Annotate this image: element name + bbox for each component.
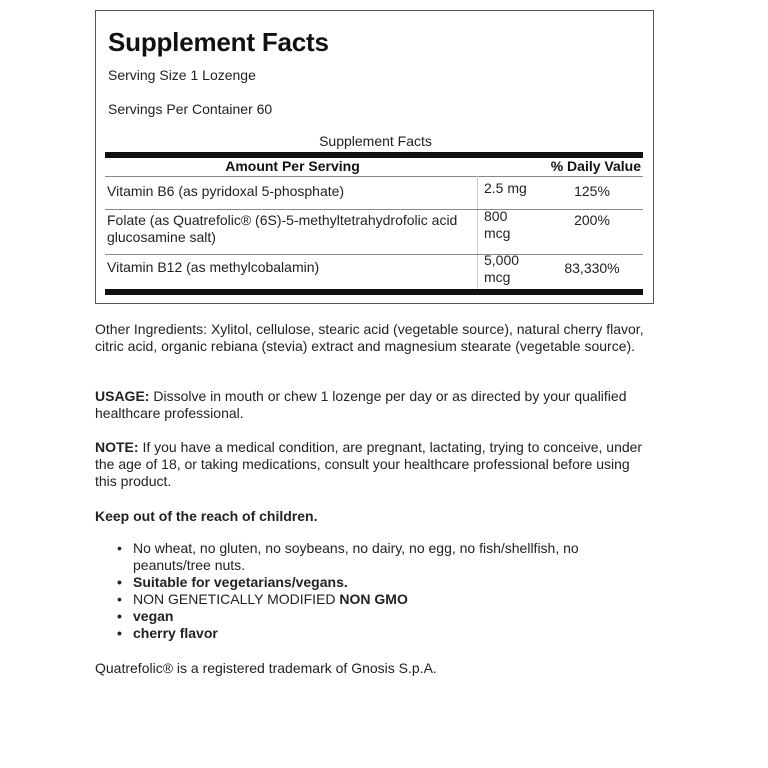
facts-title: Supplement Facts <box>108 27 329 57</box>
row-vitamin-b6-amount: 2.5 mg <box>484 180 527 196</box>
row-divider <box>105 209 643 210</box>
row-vitamin-b6-name: Vitamin B6 (as pyridoxal 5-phosphate) <box>107 183 345 199</box>
row-folate-amount: 800 mcg <box>484 208 511 241</box>
non-gmo-prefix: NON GENETICALLY MODIFIED <box>133 591 340 607</box>
non-gmo-bold: NON GMO <box>339 591 408 607</box>
supplement-facts-panel <box>95 10 654 304</box>
children-warning: Keep out of the reach of children. <box>95 508 318 524</box>
row-divider <box>105 254 643 255</box>
usage-instructions <box>95 388 655 422</box>
row-vitamin-b12-amount: 5,000 mcg <box>484 252 520 285</box>
list-item <box>117 540 657 574</box>
other-ingredients: Other Ingredients: Xylitol, cellulose, stearic acid (vegetable source), natural cherry flavor, citric acid, organic rebiana (stevia) extract and magnesium stearate (vegetable source). <box>95 321 644 354</box>
header-divider <box>105 176 643 177</box>
table-caption: Supplement Facts <box>319 133 432 149</box>
note-text-block <box>95 439 655 490</box>
column-divider <box>477 176 478 289</box>
servings-per-container: Servings Per Container 60 <box>108 101 273 117</box>
feature-list <box>117 540 657 642</box>
allergen-free-statement: No wheat, no gluten, no soybeans, no dairy, no egg, no fish/shellfish, no peanuts/tree nuts. <box>133 540 579 573</box>
list-item <box>117 574 657 591</box>
header-daily-value: % Daily Value <box>550 158 641 174</box>
list-item <box>117 625 657 642</box>
row-vitamin-b12-dv: 83,330% <box>564 260 620 276</box>
usage-label: USAGE: <box>95 388 150 404</box>
vegetarian-statement: Suitable for vegetarians/vegans. <box>133 574 348 590</box>
row-folate-dv: 200% <box>574 212 610 228</box>
list-item <box>117 591 657 608</box>
row-vitamin-b6-dv: 125% <box>574 183 610 199</box>
flavor-statement: cherry flavor <box>133 625 218 641</box>
note-text: If you have a medical condition, are pregnant, lactating, trying to conceive, under the age of 18, or taking medications, consult your healthcare professional before using this product. <box>95 439 643 489</box>
serving-size: Serving Size 1 Lozenge <box>108 67 256 83</box>
usage-text: Dissolve in mouth or chew 1 lozenge per day or as directed by your qualified healthcare professional. <box>95 388 627 421</box>
trademark-notice: Quatrefolic® is a registered trademark of Gnosis S.p.A. <box>95 660 437 676</box>
header-amount-per-serving: Amount Per Serving <box>225 158 360 174</box>
vegan-statement: vegan <box>133 608 174 624</box>
list-item <box>117 608 657 625</box>
note-label: NOTE: <box>95 439 139 455</box>
row-folate-name: Folate (as Quatrefolic® (6S)-5-methyltetrahydrofolic acid glucosamine salt) <box>107 212 458 245</box>
row-vitamin-b12-name: Vitamin B12 (as methylcobalamin) <box>107 259 320 275</box>
table-bottom-rule <box>105 289 643 295</box>
